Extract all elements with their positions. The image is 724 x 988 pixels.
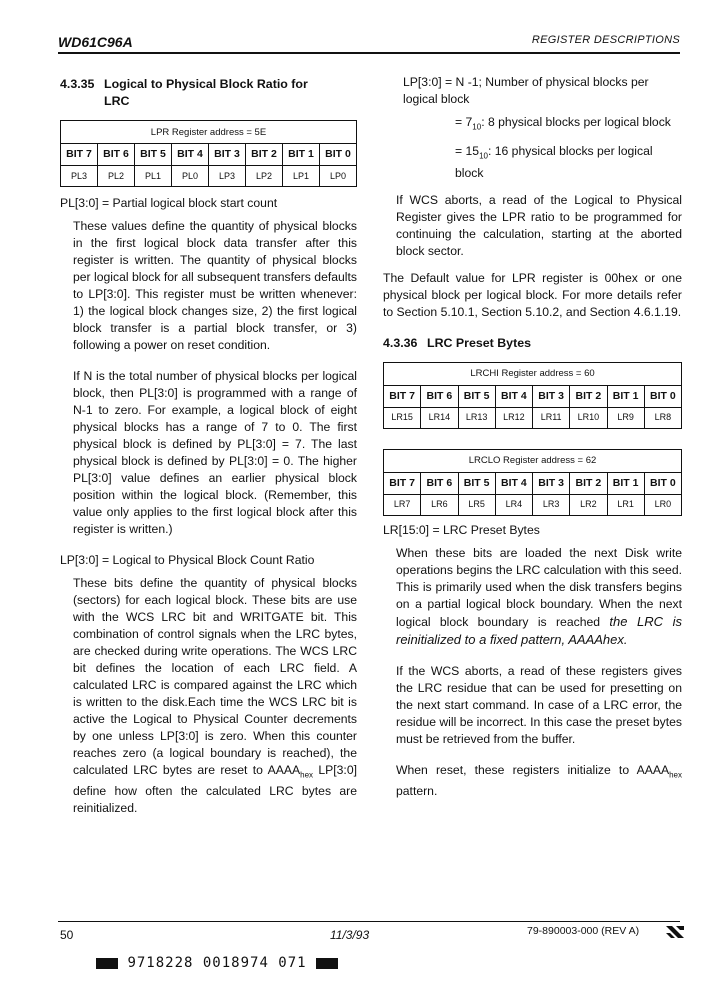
field-label: LP2 bbox=[246, 166, 283, 187]
lp-definition: LP[3:0] = Logical to Physical Block Count Ratio bbox=[60, 553, 315, 567]
document-date: 11/3/93 bbox=[330, 928, 370, 942]
equation-7: = $7_{10}$: 8 physical blocks per logical block bbox=[455, 115, 671, 132]
bit-label: BIT 2 bbox=[570, 472, 607, 494]
bit-label: BIT 0 bbox=[320, 144, 357, 166]
field-label: LR14 bbox=[421, 407, 458, 428]
lr-definition: LR[15:0] = LRC Preset Bytes bbox=[383, 522, 540, 537]
equation-15: = $15_{10}$: 16 physical blocks per logical block bbox=[455, 144, 653, 180]
field-label: LR4 bbox=[495, 494, 532, 515]
footer-rule bbox=[58, 921, 680, 922]
field-label: PL0 bbox=[172, 166, 209, 187]
field-label: PL2 bbox=[98, 166, 135, 187]
field-row bbox=[61, 166, 357, 187]
lrclo-register-table bbox=[383, 449, 682, 516]
bit-label: BIT 6 bbox=[421, 472, 458, 494]
bit-label: BIT 1 bbox=[283, 144, 320, 166]
barcode-block-icon bbox=[316, 958, 338, 969]
field-label: LP3 bbox=[209, 166, 246, 187]
pl-paragraph-1: These values define the quantity of physical blocks in the first logical block data transfer after this register is written. The quantity of physical blocks per logical block for all subsequent transfers defaults to LP[3:0]. This register must be written whenever: 1) the logical block changes size, 2) the first logical block transfer is a partial block transfer, or 3) following a power on reset condition. bbox=[73, 219, 357, 352]
heading-4-3-35: 4.3.35 Logical to Physical Block Ratio for LRC bbox=[60, 77, 308, 108]
field-label: LR0 bbox=[644, 494, 681, 515]
field-label: LR11 bbox=[533, 407, 570, 428]
lr-paragraph-2: If the WCS aborts, a read of these registers gives the LRC residue that can be used for presetting on the next start command. In case of a LRC error, the residue will be incorrect. In this case the preset bytes must be retrieved from the buffer. bbox=[396, 663, 682, 746]
bit-row bbox=[61, 144, 357, 166]
lp-paragraph: These bits define the quantity of physical blocks (sectors) for each logical block. These bits are use with the WCS LRC bit and WRITGATE bit. This combination of control signals when the LRC bytes, are checked during write operations. The WCS LRC bit defines the location of each LRC field. A calculated LRC is compared against the LRC which is written to the disk.Each time the WCS LRC bit is active the Logical to Physical Counter decrements by one unless LP[3:0] is zero. When this counter reaches zero (a logical boundary is reached), the calculated LRC bytes are reset to $AAAA_{hex}$ LP[3:0] define how often the calculated LRC bytes are reinitialized. bbox=[73, 576, 357, 816]
bit-label: BIT 3 bbox=[209, 144, 246, 166]
bit-label: BIT 4 bbox=[495, 472, 532, 494]
bit-row bbox=[384, 472, 682, 494]
lrchi-register-table bbox=[383, 362, 682, 429]
field-row bbox=[384, 407, 682, 428]
header-rule bbox=[58, 52, 680, 54]
field-label: PL3 bbox=[61, 166, 98, 187]
bit-label: BIT 6 bbox=[98, 144, 135, 166]
bit-label: BIT 7 bbox=[384, 472, 421, 494]
field-label: LR2 bbox=[570, 494, 607, 515]
bit-label: BIT 3 bbox=[533, 472, 570, 494]
heading-4-3-36: 4.3.36 LRC Preset Bytes bbox=[383, 335, 531, 350]
field-label: LR7 bbox=[384, 494, 421, 515]
bit-label: BIT 2 bbox=[246, 144, 283, 166]
lr-paragraph-3: When reset, these registers initialize to $AAAA_{hex}$ pattern. bbox=[396, 762, 682, 799]
lp-formula: LP[3:0] = N -1; Number of physical blocks per logical block bbox=[403, 75, 649, 106]
field-label: LR6 bbox=[421, 494, 458, 515]
field-label: PL1 bbox=[135, 166, 172, 187]
field-label: LP0 bbox=[320, 166, 357, 187]
bit-label: BIT 7 bbox=[61, 144, 98, 166]
lpr-caption: LPR Register address = 5E bbox=[61, 121, 357, 144]
page-number: 50 bbox=[60, 928, 74, 942]
lrchi-caption: LRCHI Register address = 60 bbox=[384, 362, 682, 385]
barcode-text: 9718228 0018974 071 bbox=[127, 955, 307, 971]
field-label: LR9 bbox=[607, 407, 644, 428]
field-label: LR8 bbox=[644, 407, 681, 428]
bit-label: BIT 4 bbox=[172, 144, 209, 166]
part-number: WD61C96A bbox=[58, 34, 133, 50]
field-label: LR15 bbox=[384, 407, 421, 428]
field-row bbox=[384, 494, 682, 515]
bit-label: BIT 5 bbox=[135, 144, 172, 166]
barcode-strip bbox=[96, 955, 338, 971]
left-column bbox=[60, 76, 357, 817]
pl-definition: PL[3:0] = Partial logical block start count bbox=[60, 196, 278, 210]
bit-label: BIT 0 bbox=[644, 472, 681, 494]
document-number: 79-890003-000 (REV A) bbox=[527, 925, 640, 937]
bit-label: BIT 5 bbox=[458, 385, 495, 407]
wd-logo-icon bbox=[666, 924, 684, 945]
field-label: LR1 bbox=[607, 494, 644, 515]
field-label: LP1 bbox=[283, 166, 320, 187]
field-label: LR3 bbox=[533, 494, 570, 515]
bit-label: BIT 2 bbox=[570, 385, 607, 407]
bit-label: BIT 0 bbox=[644, 385, 681, 407]
field-label: LR5 bbox=[458, 494, 495, 515]
section-title: REGISTER DESCRIPTIONS bbox=[531, 34, 680, 46]
field-label: LR12 bbox=[495, 407, 532, 428]
wcs-abort-note: If WCS aborts, a read of the Logical to Physical Register gives the LPR ratio to be programmed for continuing the calculation, starting at the aborted block sector. bbox=[396, 192, 682, 258]
barcode-block-icon bbox=[96, 958, 118, 969]
field-label: LR10 bbox=[570, 407, 607, 428]
bit-label: BIT 6 bbox=[421, 385, 458, 407]
bit-label: BIT 3 bbox=[533, 385, 570, 407]
bit-row bbox=[384, 385, 682, 407]
bit-label: BIT 7 bbox=[384, 385, 421, 407]
bit-label: BIT 1 bbox=[607, 385, 644, 407]
lr-paragraph-1: When these bits are loaded the next Disk write operations begins the LRC calculation with this seed. This is primarily used when the disk transfers begins on a partial logical block boundary. When the next logical block boundary is reached the LRC is reinitialized to a fixed pattern, AAAAhex. bbox=[396, 545, 682, 647]
pl-paragraph-2: If N is the total number of physical blocks per logical block, then PL[3:0] is programmed with a range of N-1 to zero. For example, a logical block of eight physical blocks has a range of 7 to 0. The first physical block is defined by PL[3:0] = 7. The last physical block is defined by PL[3:0] = 0. The higher PL[3:0] value defines an earlier physical block position within the logical block. (Remember, this value only applies to the first logical block after this register is written.) bbox=[73, 369, 357, 536]
bit-label: BIT 5 bbox=[458, 472, 495, 494]
lpr-register-table bbox=[60, 120, 357, 187]
field-label: LR13 bbox=[458, 407, 495, 428]
bit-label: BIT 4 bbox=[495, 385, 532, 407]
right-column bbox=[383, 74, 682, 800]
default-note: The Default value for LPR register is 00hex or one physical block per logical block. For more details refer to Section 5.10.1, Section 5.10.2, and Section 4.6.1.19. bbox=[383, 270, 682, 319]
bit-label: BIT 1 bbox=[607, 472, 644, 494]
lrclo-caption: LRCLO Register address = 62 bbox=[384, 449, 682, 472]
